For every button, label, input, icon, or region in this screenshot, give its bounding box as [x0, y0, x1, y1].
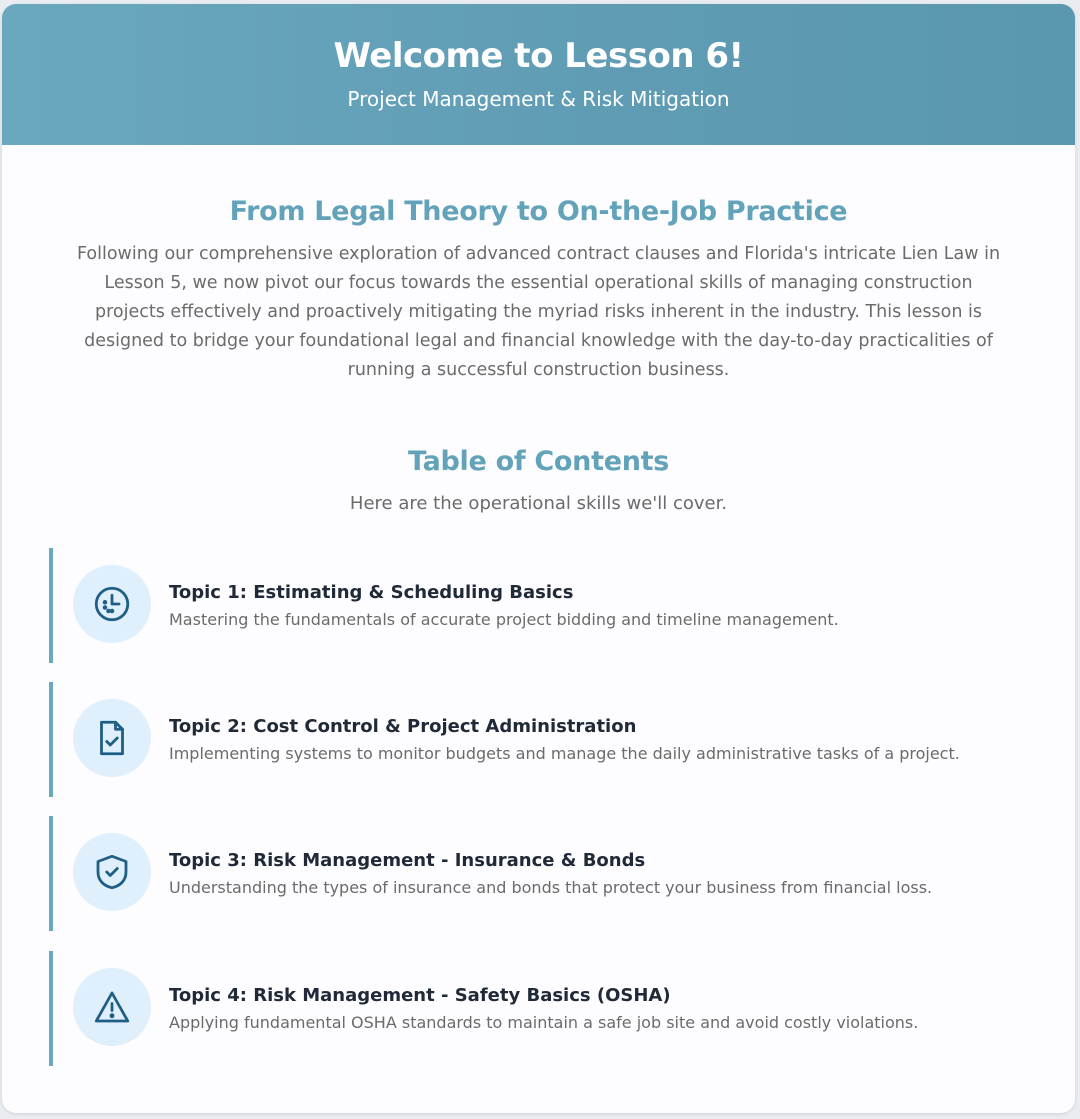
- topic-description: Applying fundamental OSHA standards to maintain a safe job site and avoid costly violations.: [169, 1013, 919, 1032]
- lesson-card: [2, 4, 1075, 1113]
- intro-paragraph: Following our comprehensive exploration of advanced contract clauses and Florida's intricate Lien Law in Lesson 5, we now pivot our focus towards the essential operational skills of managing construction projects effectively and proactively mitigating the myriad risks inherent in the industry. This lesson is designed to bridge your foundational legal and financial knowledge with the day-to-day practicalities of running a successful construction business.: [76, 244, 1001, 380]
- topic-title: Topic 2: Cost Control & Project Administration: [169, 716, 637, 737]
- topic-icon-badge: [73, 968, 151, 1046]
- topic-description: Mastering the fundamentals of accurate project bidding and timeline management.: [169, 610, 839, 629]
- topic-item-1[interactable]: [49, 548, 1009, 663]
- topic-title: Topic 1: Estimating & Scheduling Basics: [169, 582, 574, 603]
- topic-title: Topic 4: Risk Management - Safety Basics (OSHA): [169, 985, 671, 1006]
- intro-heading: From Legal Theory to On-the-Job Practice: [229, 196, 848, 227]
- topic-icon-badge: [73, 699, 151, 777]
- topic-title: Topic 3: Risk Management - Insurance & Bonds: [169, 850, 646, 871]
- topic-item-2[interactable]: [49, 682, 1009, 797]
- toc-heading: Table of Contents: [407, 446, 670, 477]
- topic-description: Understanding the types of insurance and bonds that protect your business from financial loss.: [169, 878, 933, 897]
- shield-check-icon: [91, 851, 133, 893]
- topic-description: Implementing systems to monitor budgets and manage the daily administrative tasks of a project.: [169, 744, 960, 763]
- warning-triangle-icon: [91, 986, 133, 1028]
- file-check-icon: [91, 717, 133, 759]
- topic-icon-badge: [73, 565, 151, 643]
- topic-icon-badge: [73, 833, 151, 911]
- toc-subheading: Here are the operational skills we'll cover.: [349, 493, 728, 514]
- topic-item-4[interactable]: [49, 951, 1009, 1066]
- lesson-subtitle: Project Management & Risk Mitigation: [347, 87, 730, 111]
- topic-item-3[interactable]: [49, 816, 1009, 931]
- lesson-header: [2, 4, 1075, 145]
- clock-icon: [91, 583, 133, 625]
- lesson-title: Welcome to Lesson 6!: [333, 36, 744, 76]
